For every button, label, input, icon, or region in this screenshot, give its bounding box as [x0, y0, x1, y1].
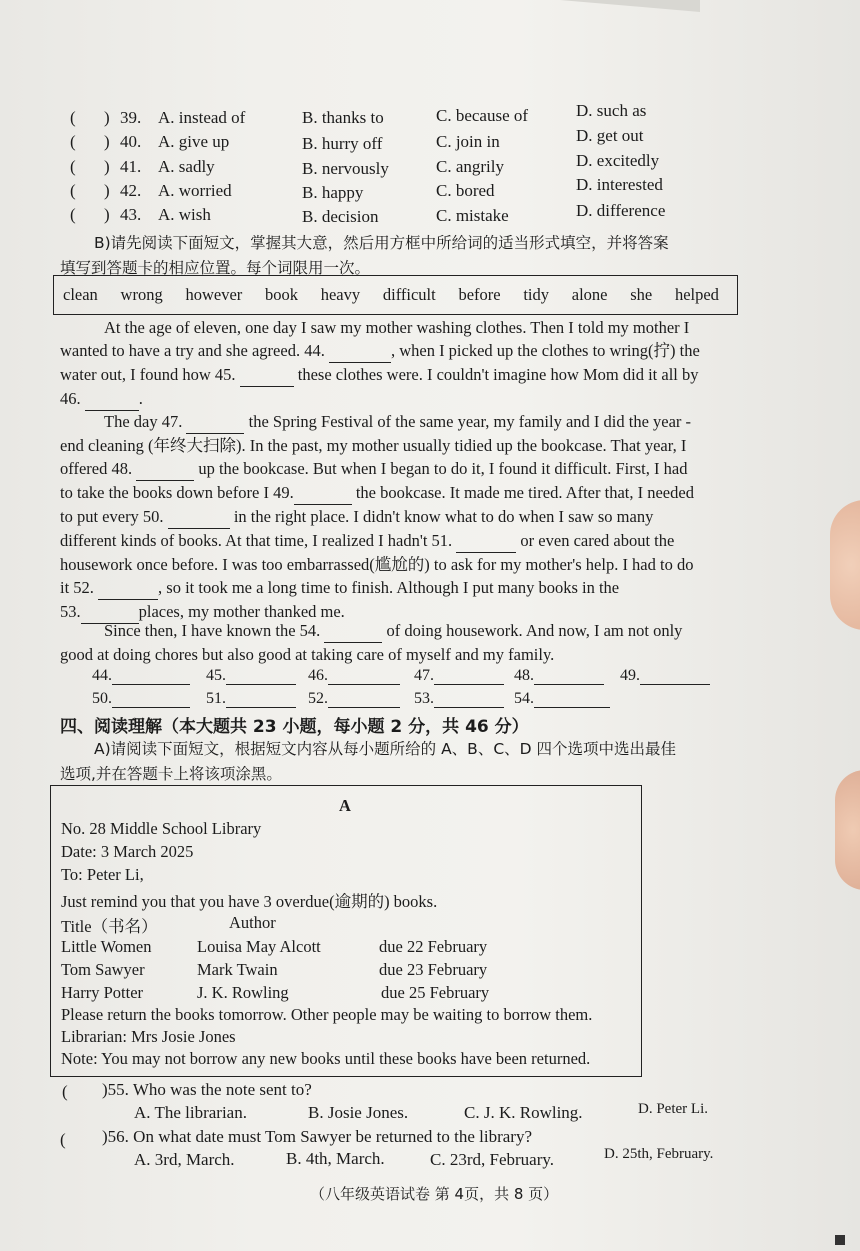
answer-47[interactable]: 47.: [414, 666, 504, 685]
section4-instruction-1: A)请阅读下面短文，根据短文内容从每小题所给的 A、B、C、D 四个选项中选出最佳: [94, 740, 677, 758]
question-number: 39.: [120, 108, 142, 127]
blank-48[interactable]: [136, 457, 194, 481]
section4-instruction-2: 选项,并在答题卡上将该项涂黑。: [60, 765, 282, 783]
partb-instruction-1: B)请先阅读下面短文，掌握其大意，然后用方框中所给词的适当形式填空，并将答案: [94, 234, 669, 252]
answer-paren[interactable]: (: [62, 1082, 68, 1101]
q56-option-a: A. 3rd, March.: [134, 1150, 235, 1169]
word-bank-item: difficult: [382, 285, 436, 304]
word-bank-item: wrong: [120, 285, 163, 304]
q55-option-d: D. Peter Li.: [638, 1101, 708, 1117]
option-b: B. hurry off: [302, 134, 383, 153]
answer-paren[interactable]: (: [70, 108, 76, 127]
answer-paren-close: ): [104, 132, 110, 151]
passage-line: Since then, I have known the 54. of doing housework. And now, I am not only: [60, 619, 740, 643]
note-line: No. 28 Middle School Library: [61, 819, 262, 838]
option-d: D. interested: [576, 175, 663, 194]
option-a: A. wish: [158, 205, 211, 224]
word-bank-item: before: [458, 285, 501, 304]
finger-shadow: [835, 770, 860, 890]
blank-54[interactable]: [324, 619, 382, 643]
option-c: C. join in: [436, 132, 500, 151]
book-due: due 25 February: [381, 983, 490, 1002]
partb-instruction-2: 填写到答题卡的相应位置。每个词限用一次。: [60, 259, 371, 277]
option-d: D. excitedly: [576, 151, 660, 170]
word-bank-item: helped: [674, 285, 719, 304]
q56-option-b: B. 4th, March.: [286, 1149, 385, 1168]
word-bank-item: tidy: [523, 285, 550, 304]
passage-para-3: [60, 619, 740, 666]
passage-line: offered 48. up the bookcase. But when I began to do it, I found it difficult. First, I had: [60, 457, 740, 481]
passage-line: water out, I found how 45. these clothes were. I couldn't imagine how Mom did it all by: [60, 363, 740, 387]
answer-paren[interactable]: (: [70, 157, 76, 176]
answer-50[interactable]: 50.: [92, 689, 190, 708]
option-b: B. nervously: [302, 159, 389, 178]
option-c: C. angrily: [436, 157, 504, 176]
book-title: Tom Sawyer: [61, 960, 145, 979]
answer-44[interactable]: 44.: [92, 666, 190, 685]
option-b: B. decision: [302, 207, 379, 226]
passage-line: wanted to have a try and she agreed. 44. , when I picked up the clothes to wring(拧) the: [60, 339, 740, 363]
option-c: C. because of: [436, 106, 529, 125]
option-a: A. worried: [158, 181, 232, 200]
note-heading: A: [339, 796, 351, 815]
passage-line: At the age of eleven, one day I saw my mother washing clothes. Then I told my mother I: [104, 318, 690, 337]
question-number: 41.: [120, 157, 142, 176]
answer-paren-close: ): [104, 181, 110, 200]
note-line: Date: 3 March 2025: [61, 842, 194, 861]
answer-45[interactable]: 45.: [206, 666, 296, 685]
book-author: Mark Twain: [197, 960, 278, 979]
answer-paren[interactable]: (: [60, 1130, 66, 1149]
answer-paren-close: ): [104, 157, 110, 176]
passage-line: good at doing chores but also good at taking care of myself and my family.: [60, 645, 555, 664]
word-bank-item: however: [185, 285, 243, 304]
option-a: A. instead of: [158, 108, 246, 127]
answer-paren-close: ): [104, 108, 110, 127]
word-bank-item: alone: [571, 285, 608, 304]
question-number: 40.: [120, 132, 142, 151]
option-a: A. give up: [158, 132, 230, 151]
blank-47[interactable]: [186, 410, 244, 434]
blank-49[interactable]: [294, 481, 352, 505]
answer-51[interactable]: 51.: [206, 689, 296, 708]
option-a: A. sadly: [158, 157, 215, 176]
note-line: Please return the books tomorrow. Other people may be waiting to borrow them.: [61, 1005, 593, 1024]
finger-shadow: [830, 500, 860, 630]
q56-option-c: C. 23rd, February.: [430, 1150, 555, 1169]
passage-line: 53. places, my mother thanked me.: [60, 600, 740, 624]
blank-51[interactable]: [456, 529, 516, 553]
question-number: 42.: [120, 181, 142, 200]
option-c: C. bored: [436, 181, 495, 200]
passage-para-1: [60, 316, 740, 411]
book-title: Little Women: [61, 937, 152, 956]
answer-46[interactable]: 46.: [308, 666, 400, 685]
answer-54[interactable]: 54.: [514, 689, 610, 708]
word-bank-item: she: [630, 285, 653, 304]
option-c: C. mistake: [436, 206, 509, 225]
passage-line: housework once before. I was too embarrassed(尴尬的) to ask for my mother's help. I had to do: [60, 555, 694, 574]
book-due: due 23 February: [379, 960, 488, 979]
book-title: Harry Potter: [61, 983, 144, 1002]
option-b: B. thanks to: [302, 108, 384, 127]
word-bank-item: clean: [63, 285, 98, 304]
blank-44[interactable]: [329, 339, 391, 363]
col-author-header: Author: [229, 913, 276, 932]
note-line: To: Peter Li,: [61, 865, 144, 884]
page-footer: （八年级英语试卷 第 4页，共 8 页）: [310, 1185, 559, 1203]
answer-48[interactable]: 48.: [514, 666, 604, 685]
answer-paren[interactable]: (: [70, 132, 76, 151]
col-title-header: Title（书名）: [61, 917, 158, 936]
passage-line: it 52. , so it took me a long time to finish. Although I put many books in the: [60, 576, 740, 600]
book-author: J. K. Rowling: [197, 983, 289, 1002]
note-line: Just remind you that you have 3 overdue(逾期的) books.: [61, 892, 438, 911]
passage-line: to take the books down before I 49. the bookcase. It made me tired. After that, I needed: [60, 481, 740, 505]
answer-53[interactable]: 53.: [414, 689, 504, 708]
passage-line: 46. .: [60, 387, 740, 411]
passage-para-2: [60, 410, 740, 624]
blank-50[interactable]: [168, 505, 230, 529]
mc-row-39: [70, 101, 750, 132]
answer-49[interactable]: 49.: [620, 666, 710, 685]
question-55: )55. Who was the note sent to?: [102, 1080, 312, 1099]
question-number: 43.: [120, 205, 142, 224]
q55-option-b: B. Josie Jones.: [308, 1103, 409, 1122]
passage-line: to put every 50. in the right place. I didn't know what to do when I saw so many: [60, 505, 740, 529]
passage-line: The day 47. the Spring Festival of the same year, my family and I did the year -: [60, 410, 740, 434]
blank-46[interactable]: [85, 387, 139, 411]
blank-45[interactable]: [240, 363, 294, 387]
library-note-box: [50, 785, 642, 1077]
word-bank-item: heavy: [320, 285, 361, 304]
q55-option-a: A. The librarian.: [134, 1103, 247, 1122]
mc-row-43: [70, 201, 750, 229]
answer-52[interactable]: 52.: [308, 689, 400, 708]
answer-paren-close: ): [104, 205, 110, 224]
option-d: D. get out: [576, 126, 644, 145]
note-line: Note: You may not borrow any new books until these books have been returned.: [61, 1049, 591, 1068]
option-d: D. difference: [576, 201, 666, 220]
section-title: 四、阅读理解（本大题共 23 小题，每小题 2 分，共 46 分）: [60, 717, 529, 737]
word-bank-item: book: [265, 285, 298, 304]
qr-icon: [835, 1235, 848, 1246]
blank-52[interactable]: [98, 576, 158, 600]
word-bank-box: [53, 275, 738, 315]
answer-paren[interactable]: (: [70, 181, 76, 200]
passage-line: end cleaning (年终大扫除). In the past, my mother usually tidied up the bookcase. That year, I: [60, 436, 687, 455]
q55-option-c: C. J. K. Rowling.: [464, 1103, 583, 1122]
book-author: Louisa May Alcott: [197, 937, 321, 956]
option-d: D. such as: [576, 101, 647, 120]
book-due: due 22 February: [379, 937, 488, 956]
passage-line: different kinds of books. At that time, I realized I hadn't 51. or even cared about the: [60, 529, 740, 553]
q56-option-d: D. 25th, February.: [604, 1146, 714, 1162]
question-56: )56. On what date must Tom Sawyer be returned to the library?: [102, 1127, 532, 1146]
answer-paren[interactable]: (: [70, 205, 76, 224]
option-b: B. happy: [302, 183, 364, 202]
page-corner-shadow: [560, 0, 700, 12]
note-line: Librarian: Mrs Josie Jones: [61, 1027, 236, 1046]
